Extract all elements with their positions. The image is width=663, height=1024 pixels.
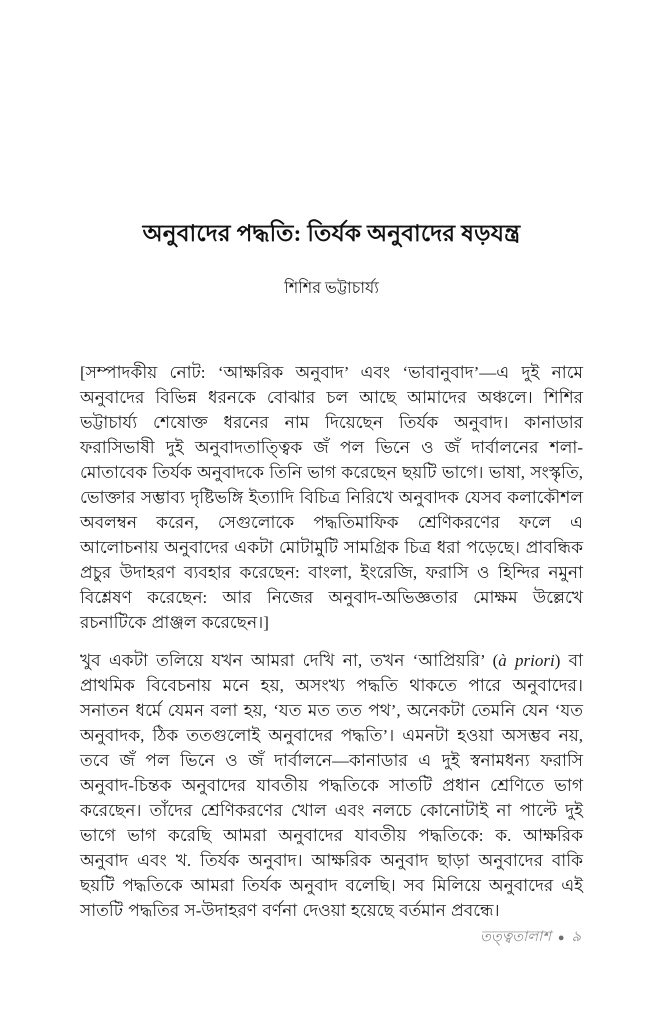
footer-bullet-icon: ●	[557, 931, 565, 944]
body-text-after-latin: ) বা প্রাথমিক বিবেচনায় মনে হয়, অসংখ্য পদ্ধতি থাকতে পারে অনুবাদের। সনাতন ধর্মে যেমন বলা হয়, ‘যত মত তত পথ’, অনেকটা তেমনি যেন ‘যত অনুবাদক, ঠিক ততগুলোই অনুবাদের পদ্ধতি’। এমনটা হওয়া অসম্ভব নয়, তবে জঁ পল ভিনে ও জঁ দার্বালনে—কানাডার এ দুই স্বনামধন্য ফরাসি অনুবাদ-চিন্তক অনুবাদের যাবতীয় পদ্ধতিকে সাতটি প্রধান শ্রেণিতে ভাগ করেছেন। তাঁদের শ্রেণিকরণের খোল এবং নলচে কোনোটাই না পাল্টে দুই ভাগে ভাগ করেছি আমরা অনুবাদের যাবতীয় পদ্ধতিকে: ক. আক্ষরিক অনুবাদ এবং খ. তির্যক অনুবাদ। আক্ষরিক অনুবাদ ছাড়া অনুবাদের বাকি ছয়টি পদ্ধতিকে আমরা তির্যক অনুবাদ বলেছি। সব মিলিয়ে অনুবাদের এই সাতটি পদ্ধতির স-উদাহরণ বর্ণনা দেওয়া হয়েছে বর্তমান প্রবন্ধে।	[80, 651, 583, 921]
latin-italic-phrase: à priori	[498, 651, 555, 671]
author-name: শিশির ভট্টাচার্য্য	[284, 280, 379, 298]
article-title: অনুবাদের পদ্ধতি: তির্যক অনুবাদের ষড়যন্ত্র	[142, 221, 521, 246]
body-paragraph	[80, 648, 583, 923]
article	[80, 0, 583, 923]
editorial-note-paragraph: [সম্পাদকীয় নোট: ‘আক্ষরিক অনুবাদ’ এবং ‘ভাবানুবাদ’—এ দুই নামে অনুবাদের বিভিন্ন ধরনকে বোঝার চল আছে আমাদের অঞ্চলে। শিশির ভট্টাচার্য্য শেষোক্ত ধরনের নাম দিয়েছেন তির্যক অনুবাদ। কানাডার ফরাসিভাষী দুই অনুবাদতাত্ত্বিক জঁ পল ভিনে ও জঁ দার্বালনের শলা-মোতাবেক তির্যক অনুবাদকে তিনি ভাগ করেছেন ছয়টি ভাগে। ভাষা, সংস্কৃতি, ভোক্তার সম্ভাব্য দৃষ্টিভঙ্গি ইত্যাদি বিচিত্র নিরিখে অনুবাদক যেসব কলাকৌশল অবলম্বন করেন, সেগুলোকে পদ্ধতিমাফিক শ্রেণিকরণের ফলে এ আলোচনায় অনুবাদের একটা মোটামুটি সামগ্রিক চিত্র ধরা পড়েছে। প্রাবন্ধিক প্রচুর উদাহরণ ব্যবহার করেছেন: বাংলা, ইংরেজি, ফরাসি ও হিন্দির নমুনা বিশ্লেষণ করেছেন: আর নিজের অনুবাদ-অভিজ্ঞতার মোক্ষম উল্লেখে রচনাটিকে প্রাঞ্জল করেছেন।]	[80, 363, 583, 633]
body-text-before-latin: খুব একটা তলিয়ে যখন আমরা দেখি না, তখন ‘আপ্রিয়রি’ (	[80, 651, 499, 671]
page-number: ৯	[571, 929, 581, 945]
journal-name: তত্ত্বতালাশ	[480, 929, 551, 945]
page-footer	[480, 926, 581, 950]
